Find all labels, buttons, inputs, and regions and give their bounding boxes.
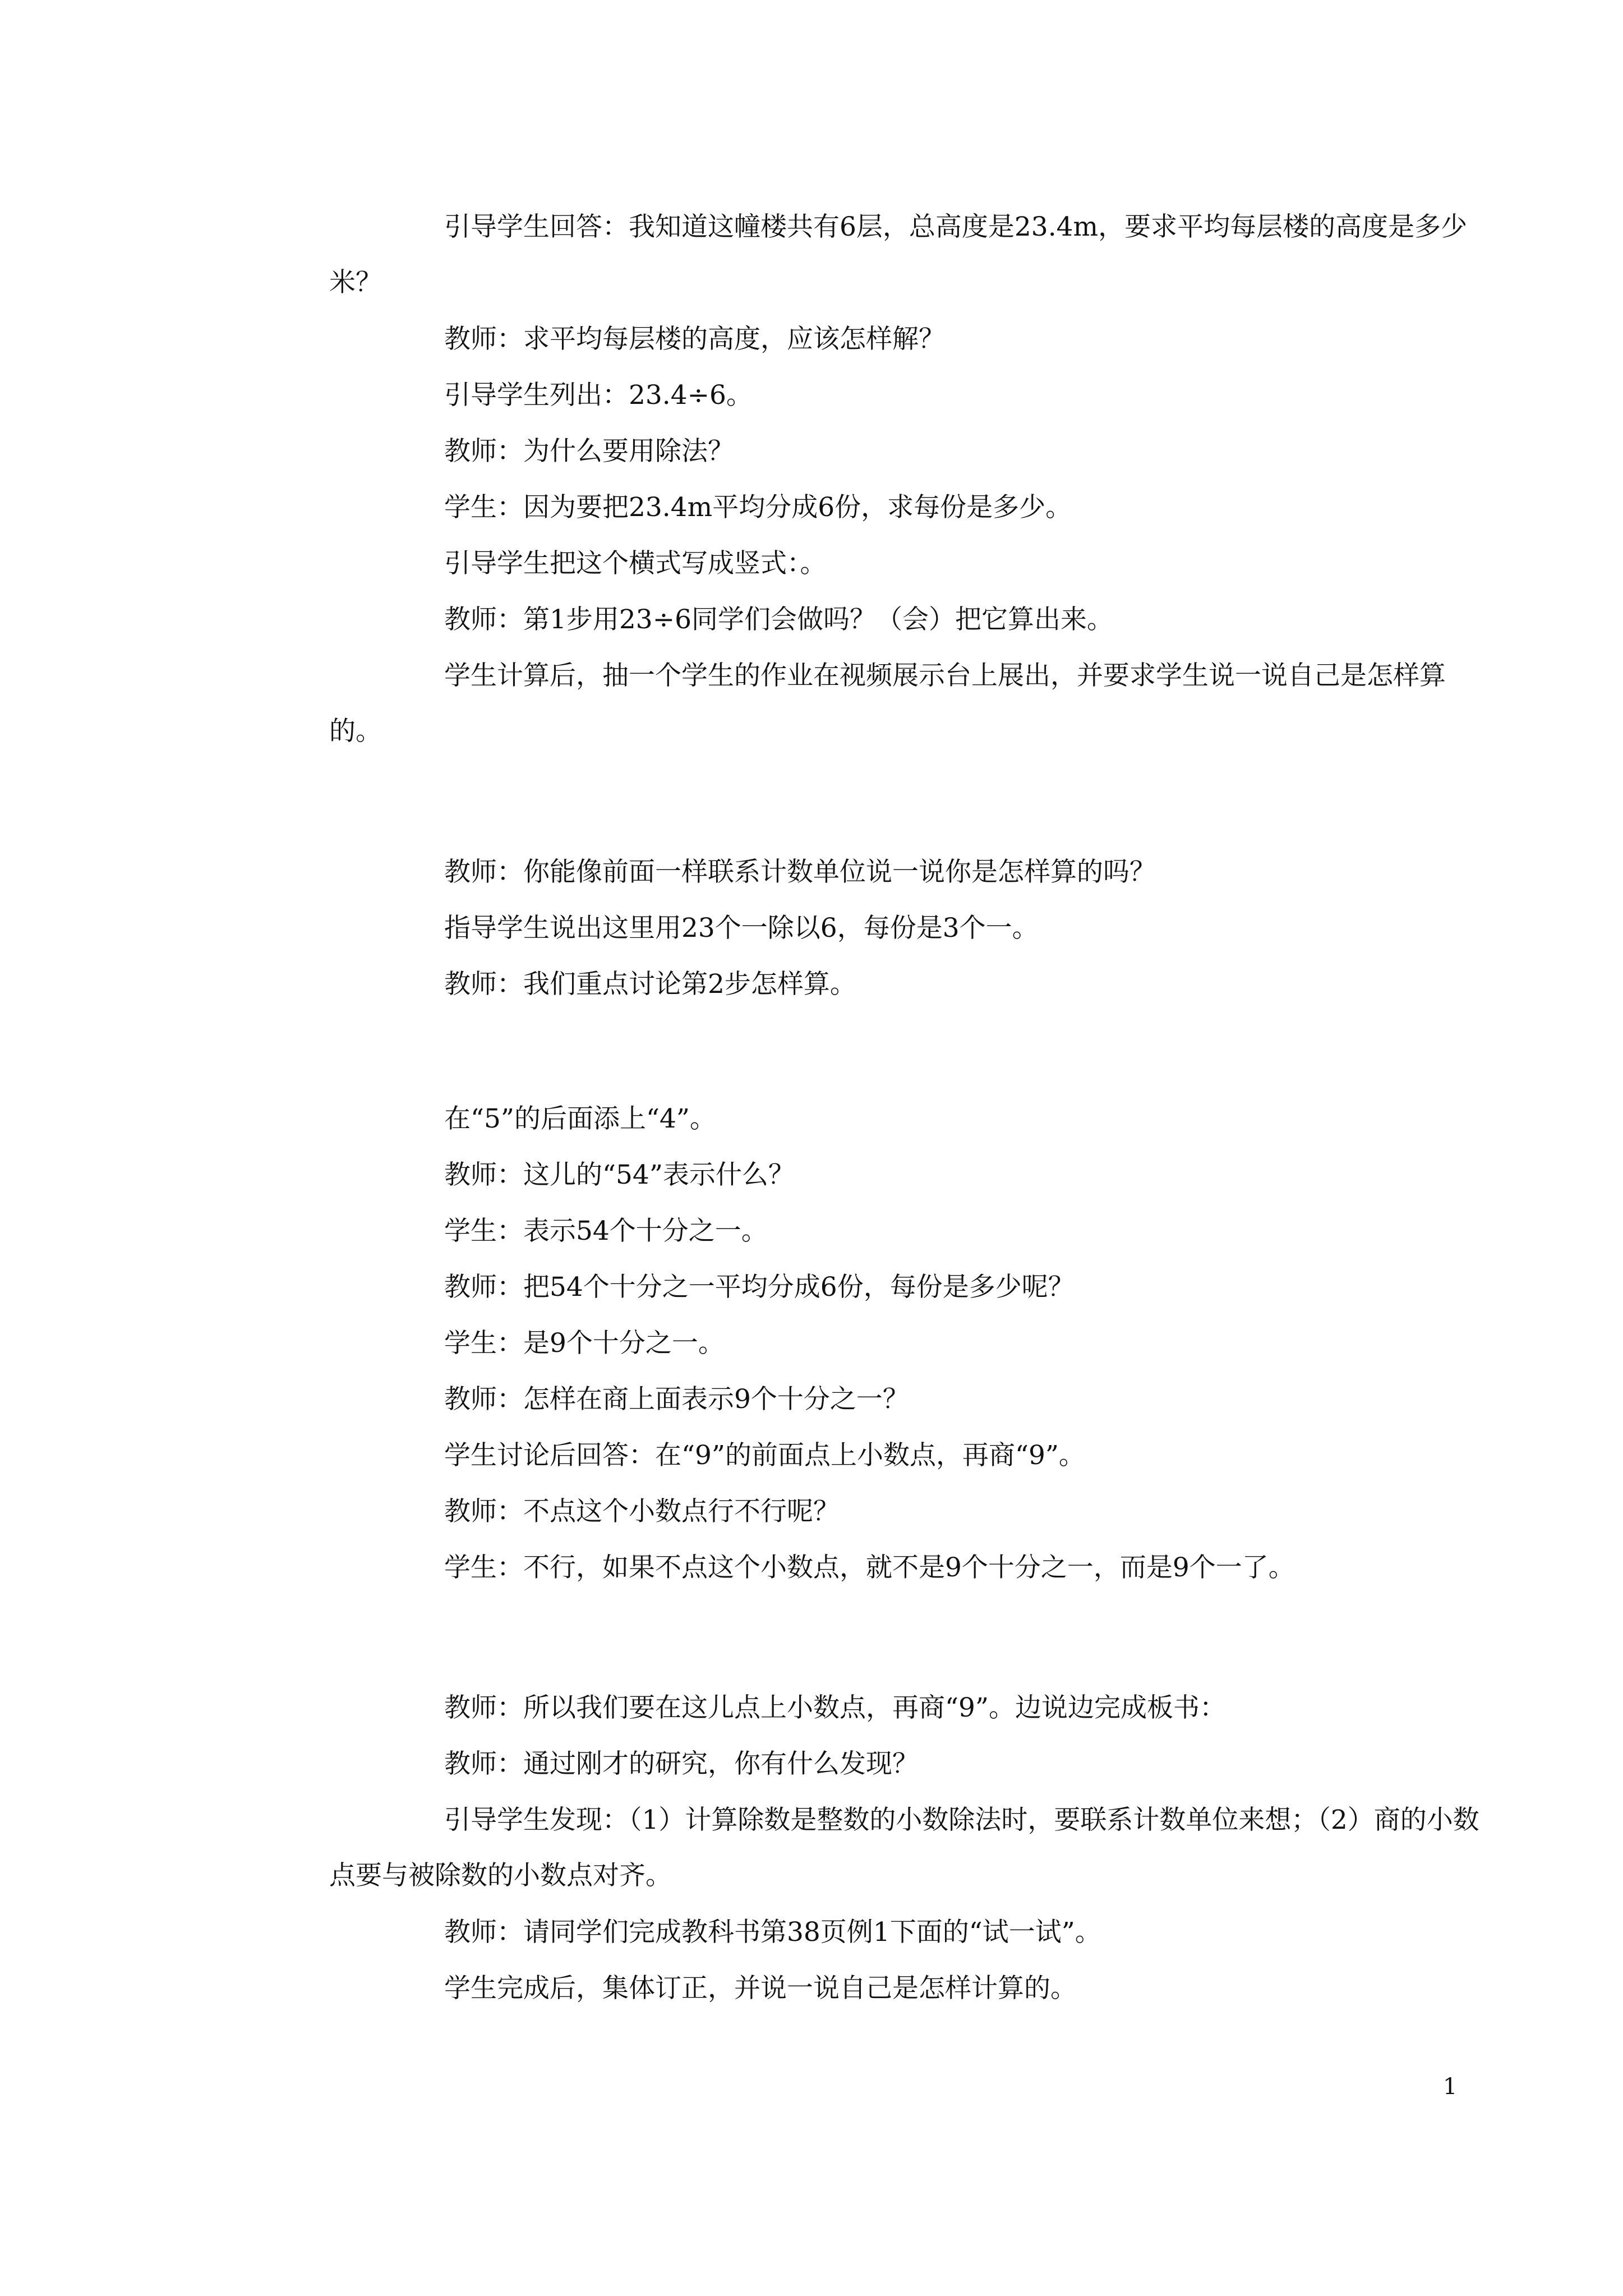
paragraph: 引导学生发现：（1）计算除数是整数的小数除法时，要联系计数单位来想；（2）商的小数点要与被除数的小数点对齐。 (329, 1805, 1479, 1891)
paragraph: 引导学生把这个横式写成竖式：。 (444, 548, 827, 579)
paragraph: 指导学生说出这里用23个一除以6，每份是3个一。 (444, 913, 1039, 944)
paragraph: 学生：是9个十分之一。 (444, 1328, 725, 1359)
paragraph: 教师：所以我们要在这儿点上小数点，再商“9”。边说边完成板书： (444, 1692, 1226, 1723)
paragraph: 教师：把54个十分之一平均分成6份，每份是多少呢？ (444, 1272, 1075, 1303)
paragraph: 教师：第1步用23÷6同学们会做吗？（会）把它算出来。 (444, 604, 1113, 635)
paragraph: 学生讨论后回答：在“9”的前面点上小数点，再商“9”。 (444, 1440, 1085, 1471)
paragraph: 学生：表示54个十分之一。 (444, 1216, 768, 1246)
paragraph: 教师：求平均每层楼的高度，应该怎样解？ (444, 324, 945, 355)
paragraph: 教师：不点这个小数点行不行呢？ (444, 1496, 840, 1527)
paragraph: 学生计算后，抽一个学生的作业在视频展示台上展出，并要求学生说一说自己是怎样算的。 (329, 660, 1446, 747)
paragraph: 教师：你能像前面一样联系计数单位说一说你是怎样算的吗？ (444, 857, 1156, 887)
paragraph: 教师：怎样在商上面表示9个十分之一？ (444, 1384, 909, 1415)
page-number: 1 (1443, 2074, 1458, 2100)
paragraph: 学生完成后，集体订正，并说一说自己是怎样计算的。 (444, 1973, 1077, 2004)
paragraph: 教师：为什么要用除法？ (444, 436, 734, 467)
paragraph: 教师：这儿的“54”表示什么？ (444, 1159, 795, 1190)
paragraph: 教师：请同学们完成教科书第38页例1下面的“试一试”。 (444, 1917, 1101, 1948)
paragraph: 学生：不行，如果不点这个小数点，就不是9个十分之一，而是9个一了。 (444, 1552, 1295, 1583)
paragraph: 学生：因为要把23.4m平均分成6份，求每份是多少。 (444, 492, 1072, 523)
paragraph: 教师：通过刚才的研究，你有什么发现？ (444, 1749, 919, 1779)
paragraph: 引导学生列出：23.4÷6。 (444, 380, 753, 411)
paragraph: 教师：我们重点讨论第2步怎样算。 (444, 969, 856, 1000)
paragraph: 在“5”的后面添上“4”。 (444, 1103, 716, 1134)
paragraph: 引导学生回答：我知道这幢楼共有6层，总高度是23.4m，要求平均每层楼的高度是多少米？ (329, 211, 1468, 298)
